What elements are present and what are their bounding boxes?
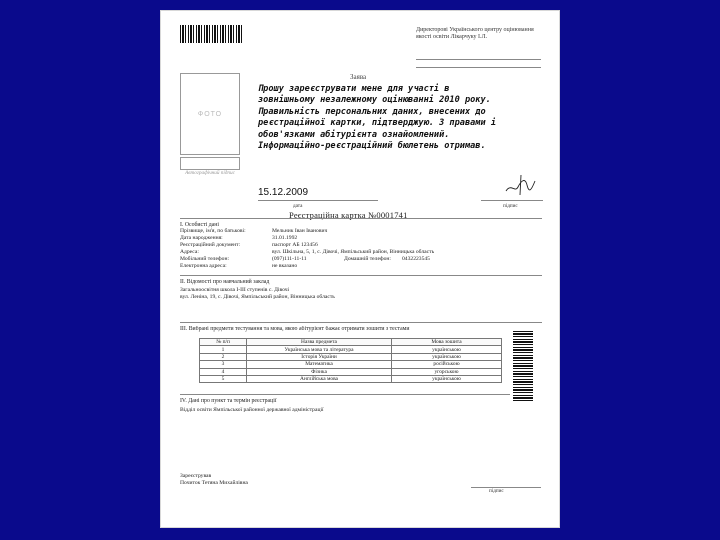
cell-language: українською [392,353,502,360]
pd-row-birthdate [180,235,297,241]
cell-number: 1 [200,346,247,353]
cell-subject: Українська мова та література [247,346,392,353]
registrar-sign-line [471,487,541,488]
section-personal-title: І. Особисті дані [180,222,219,228]
pd-row-email [180,263,297,269]
registrar-role: Зареєстрував [180,473,212,479]
addressee-line-1 [416,59,541,60]
table-header-row [200,339,502,346]
table-row [200,368,502,375]
section-school-title: ІІ. Відомості про навчальний заклад [180,279,270,285]
date-caption: дата [293,203,303,209]
table-row [200,375,502,382]
photo-label: ФОТО [197,110,223,118]
pd-row-phone [180,256,430,262]
signature-box [180,157,240,170]
pd-value: паспорт АБ 123456 [272,242,318,248]
cell-number: 5 [200,375,247,382]
cell-number: 3 [200,361,247,368]
sign-caption: підпис [503,203,518,209]
section2-divider [180,322,542,323]
date-line [258,200,378,201]
application-date: 15.12.2009 [258,187,309,198]
pd-label: Прізвище, ім'я, по батькові: [180,228,246,234]
cell-subject: Математика [247,361,392,368]
cell-subject: Історія України [247,353,392,360]
pd-extra-label: Домашній телефон: [344,256,391,262]
pd-label: Мобільний телефон: [180,256,229,262]
cell-number: 2 [200,353,247,360]
sign-line [481,200,543,201]
col-header-number: № п/п [200,339,247,346]
pd-value: вул. Шкільна, 5, 1, с. Дівочі, Ямпільський район, Вінницька область [272,249,435,255]
pd-label: Реєстраційний документ: [180,242,241,248]
pd-extra-value: 0432223545 [402,256,430,262]
cell-number: 4 [200,368,247,375]
cell-language: українською [392,346,502,353]
side-barcode [513,329,533,401]
table-row [200,361,502,368]
application-text: Прошу зареєструвати мене для участі в зовнішньому незалежному оцінюванні 2010 року. Правильність персональних даних, внесених до реєстраційної картки, підтверджую. З правами і обов'язками абітурієнта ознайомлений. Інформаційно-реєстраційний бюлетень отримав. [258,84,496,152]
registration-form-page [161,11,559,527]
table-row [200,353,502,360]
table-row [200,346,502,353]
cell-subject: Фізика [247,368,392,375]
pd-row-name [180,228,327,234]
cell-language: угорською [392,368,502,375]
registration-title-line [180,218,542,219]
handwritten-signature [503,171,537,197]
top-barcode [180,25,244,43]
pd-label: Дата народження: [180,235,223,241]
col-header-subject: Назва предмета [247,339,392,346]
pd-row-address [180,249,434,255]
pd-row-document [180,242,318,248]
section3-divider [180,394,510,395]
pd-value: (097)111-11-11 [272,256,307,262]
school-name: Загальноосвітня школа І-ІІІ ступенів с. Дівочі [180,287,290,293]
col-header-language: Мова зошита [392,339,502,346]
registration-point: Відділ освіти Ямпільської районної державної адміністрації [180,407,324,413]
photo-placeholder [180,73,240,155]
cell-language: українською [392,375,502,382]
section-subjects-title: ІІІ. Вибрані предмети тестування та мова, якою абітурієнт бажає отримати зошити з тестами [180,326,410,332]
registration-card-title: Реєстраційна картка №0001741 [289,210,408,220]
addressee-line-2 [416,67,541,68]
section-registration-point-title: IV. Дані про пункт та термін реєстрації [180,398,277,404]
application-title: Заява [350,73,367,81]
registrar-sign-caption: підпис [489,488,504,494]
pd-value: Мельник Іван Іванович [272,228,328,234]
pd-label: Електронна адреса: [180,263,227,269]
section1-divider [180,275,542,276]
cell-subject: Англійська мова [247,375,392,382]
school-address: вул. Леніна, 19, с. Дівочі, Ямпільський район, Вінницька область [180,294,335,300]
registrar-name: Почиток Тетяна Михайлівна [180,480,248,486]
subjects-table [199,338,502,383]
pd-value: 31.01.1992 [272,235,298,241]
signature-caption: Автографічний підпис [185,170,235,176]
pd-value: не вказано [272,263,298,269]
pd-label: Адреса: [180,249,199,255]
addressee-block: Директорові Українського центру оцінювання якості освіти Лікарчуку І.Л. [416,27,534,40]
cell-language: російською [392,361,502,368]
